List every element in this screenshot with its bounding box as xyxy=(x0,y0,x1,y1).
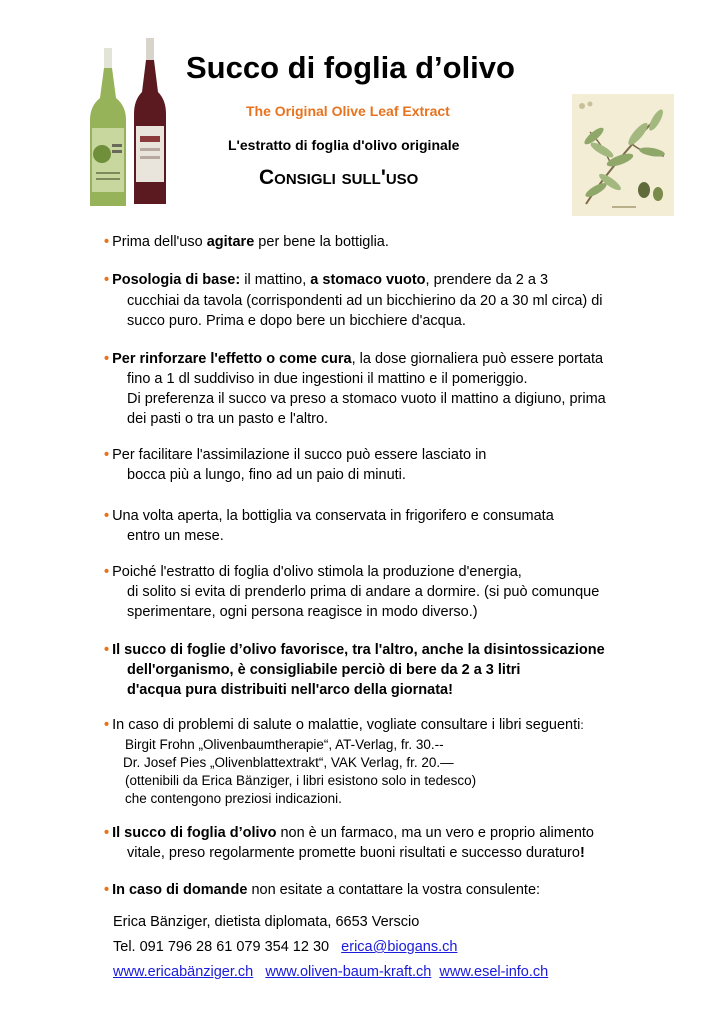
usage-item-storage: • Una volta aperta, la bottiglia va conservata in frigorifero e consumata xyxy=(104,508,554,524)
bullet-icon: • xyxy=(104,508,110,524)
website-link-esel-info[interactable]: www.esel-info.ch xyxy=(439,964,549,980)
usage-item-assimilation: • Per facilitare l'assimilazione il succo può essere lasciato in xyxy=(104,447,487,463)
usage-item-shake: • Prima dell'uso agitare per bene la bottiglia. xyxy=(104,234,389,250)
usage-item-questions: • In caso di domande non esitate a contattare la vostra consulente: xyxy=(104,882,541,898)
website-link-ericabaenziger[interactable]: www.ericabänziger.ch xyxy=(113,964,254,980)
usage-item-detox-line: d'acqua pura distribuiti nell'arco della giornata! xyxy=(127,682,453,698)
bullet-icon: • xyxy=(104,351,110,367)
usage-item-reinforce: • Per rinforzare l'effetto o come cura, la dose giornaliera può essere portata xyxy=(104,351,604,367)
contact-name: Erica Bänziger, dietista diplomata, 6653 Verscio xyxy=(113,914,420,930)
contact-phone: Tel. 091 796 28 61 079 354 12 30 xyxy=(113,939,330,955)
usage-item-food-line: vitale, preso regolarmente promette buoni risultati e successo duraturo! xyxy=(127,845,585,861)
usage-item-energy: • Poiché l'estratto di foglia d'olivo stimola la produzione d'energia, xyxy=(104,564,522,580)
bullet-icon: • xyxy=(104,234,110,250)
bullet-icon: • xyxy=(104,717,110,733)
usage-item-reinforce-line: dei pasti o tra un pasto e l'altro. xyxy=(127,411,329,427)
usage-item-reinforce-line: fino a 1 dl suddiviso in due ingestioni il mattino e il pomeriggio. xyxy=(127,371,528,387)
bullet-icon: • xyxy=(104,272,110,288)
website-link-oliven-baum-kraft[interactable]: www.oliven-baum-kraft.ch xyxy=(265,964,432,980)
bullet-icon: • xyxy=(104,642,110,658)
book-reference: Birgit Frohn „Olivenbaumtherapie“, AT-Verlag, fr. 30.-- xyxy=(125,737,444,752)
bullet-icon: • xyxy=(104,882,110,898)
usage-item-dosage-line: cucchiai da tavola (corrispondenti ad un bicchierino da 20 a 30 ml circa) di xyxy=(127,293,603,309)
usage-item-energy-line: sperimentare, ogni persona reagisce in modo diverso.) xyxy=(127,604,478,620)
subtitle-english: The Original Olive Leaf Extract xyxy=(246,103,450,119)
contact-email-link[interactable]: erica@biogans.ch xyxy=(341,939,458,955)
usage-item-books: • In caso di problemi di salute o malattie, vogliate consultare i libri seguenti: xyxy=(104,717,584,733)
book-availability-note: (ottenibili da Erica Bänziger, i libri esistono solo in tedesco) xyxy=(125,773,477,788)
usage-item-detox: • Il succo di foglie d’olivo favorisce, tra l'altro, anche la disintossicazione xyxy=(104,642,605,658)
bullet-icon: • xyxy=(104,564,110,580)
subtitle-italian: L'estratto di foglia d'olivo originale xyxy=(228,137,460,153)
olive-branch-illustration xyxy=(572,94,674,216)
usage-item-storage-line: entro un mese. xyxy=(127,528,224,544)
usage-item-reinforce-line: Di preferenza il succo va preso a stomaco vuoto il mattino a digiuno, prima xyxy=(127,391,606,407)
page-title: Succo di foglia d’olivo xyxy=(186,50,515,85)
book-reference: Dr. Josef Pies „Olivenblattextrakt“, VAK Verlag, fr. 20.— xyxy=(123,755,454,770)
usage-item-energy-line: di solito si evita di prenderlo prima di andare a dormire. (si può comunque xyxy=(127,584,600,600)
usage-item-detox-line: dell'organismo, è consigliabile perciò di bere da 2 a 3 litri xyxy=(127,662,521,678)
bullet-icon: • xyxy=(104,825,110,841)
contact-websites xyxy=(113,962,548,982)
usage-item-assimilation-line: bocca più a lungo, fino ad un paio di minuti. xyxy=(127,467,406,483)
book-note: che contengono preziosi indicazioni. xyxy=(125,791,342,806)
usage-item-dosage-line: succo puro. Prima e dopo bere un bicchiere d'acqua. xyxy=(127,313,466,329)
bullet-icon: • xyxy=(104,447,110,463)
usage-item-food: • Il succo di foglia d’olivo non è un farmaco, ma un vero e proprio alimento xyxy=(104,825,595,841)
olive-juice-bottles-image xyxy=(88,36,170,208)
contact-phone-line xyxy=(113,937,457,957)
usage-item-dosage: • Posologia di base: il mattino, a stomaco vuoto, prendere da 2 a 3 xyxy=(104,272,549,288)
section-heading: Consigli sull'uso xyxy=(259,166,419,189)
